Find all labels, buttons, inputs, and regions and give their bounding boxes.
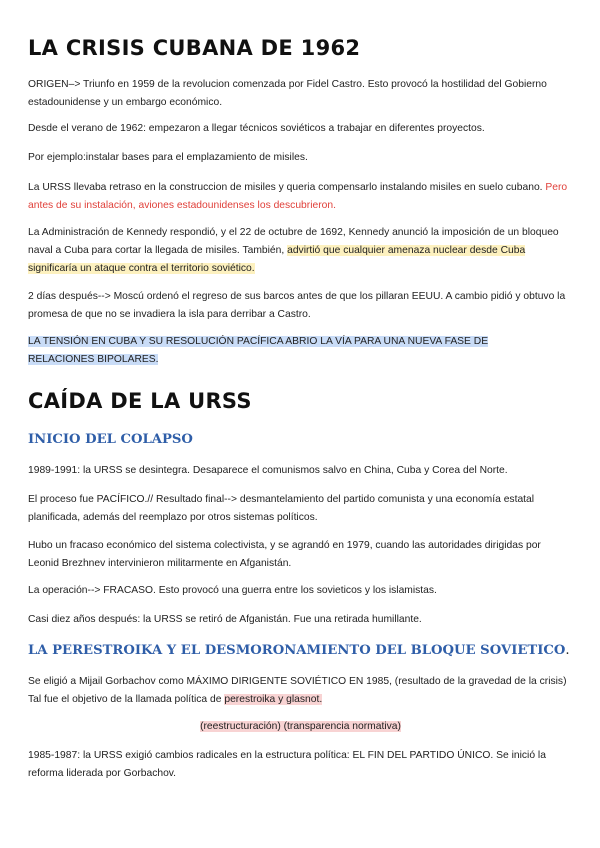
red-text-descubrieron: Pero antes de su instalación, aviones estadounidenses los descubrieron.	[28, 182, 568, 211]
text-gorbachov: Se eligió a Mijail Gorbachov como MÁXIMO DIRIGENTE SOVIÉTICO EN 1985, (resultado de la gravedad de la crisis) Tal fue el objetivo de la llamada política de	[28, 676, 567, 705]
title-crisis-cubana: LA CRISIS CUBANA DE 1962	[28, 36, 361, 60]
paragraph-diez-anos: Casi diez años después: la URSS se retiró de Afganistán. Fue una retirada humillante.	[28, 614, 422, 625]
highlight-reestructuracion: (reestructuración) (transparencia normativa)	[200, 721, 401, 732]
paragraph-operacion: La operación--> FRACASO. Esto provocó una guerra entre los sovieticos y los islamistas.	[28, 585, 437, 596]
subtitle-perestroika	[28, 643, 570, 658]
paragraph-pacifico: El proceso fue PACÍFICO.// Resultado final--> desmantelamiento del partido comunista y una economía estatal planificada, además del reemplazo por otros sistemas políticos.	[28, 494, 535, 523]
paragraph-moscu: 2 días después--> Moscú ordenó el regreso de sus barcos antes de que los pillaran EEUU. A cambio pidió y obtuvo la promesa de que no se invadiera la isla para derribar a Castro.	[28, 291, 566, 320]
paragraph-fracaso-economico: Hubo un fracaso económico del sistema colectivista, y se agrandó en 1979, cuando las autoridades dirigidas por Leonid Brezhnev intervinieron militarmente en Afganistán.	[28, 540, 541, 569]
paragraph-ejemplo: Por ejemplo:instalar bases para el emplazamiento de misiles.	[28, 152, 308, 163]
highlight-tension-cuba: LA TENSIÓN EN CUBA Y SU RESOLUCIÓN PACÍFICA ABRIO LA VÍA PARA UNA NUEVA FASE DE RELACIONES BIPOLARES.	[28, 336, 489, 365]
subtitle-inicio-colapso: INICIO DEL COLAPSO	[28, 432, 193, 447]
text-urss-retraso: La URSS llevaba retraso en la construccion de misiles y queria compensarlo instalando misiles en suelo cubano.	[28, 182, 546, 193]
title-caida-urss: CAÍDA DE LA URSS	[28, 389, 252, 413]
highlight-amenaza-nuclear: advirtió que cualquier amenaza nuclear desde Cuba significaría un ataque contra el territorio soviético.	[28, 245, 526, 274]
paragraph-1985-1987: 1985-1987: la URSS exigió cambios radicales en la estructura política: EL FIN DEL PARTIDO ÚNICO. Se inició la reforma liderada por Gorbachov.	[28, 750, 546, 779]
paragraph-reestructuracion	[28, 718, 573, 736]
subtitle-perestroika-text: LA PERESTROIKA Y EL DESMORONAMIENTO DEL BLOQUE SOVIETICO	[28, 643, 566, 658]
paragraph-origen: ORIGEN–> Triunfo en 1959 de la revolucion comenzada por Fidel Castro. Esto provocó la hostilidad del Gobierno estadounidense y un embargo económico.	[28, 79, 547, 108]
text-kennedy: La Administración de Kennedy respondió, y el 22 de octubre de 1692, Kennedy anunció la imposición de un bloqueo naval a Cuba para cortar la llegada de misiles. También,	[28, 227, 559, 256]
paragraph-kennedy	[28, 224, 573, 278]
paragraph-gorbachov	[28, 673, 573, 709]
subtitle-perestroika-dot: .	[565, 643, 570, 658]
paragraph-1989-1991: 1989-1991: la URSS se desintegra. Desaparece el comunismos salvo en China, Cuba y Corea del Norte.	[28, 465, 508, 476]
paragraph-tension	[28, 333, 528, 369]
highlight-perestroika-glasnot: perestroika y glasnot.	[224, 694, 323, 705]
paragraph-urss-retraso	[28, 179, 573, 215]
paragraph-verano-1962: Desde el verano de 1962: empezaron a llegar técnicos soviéticos a trabajar en diferentes proyectos.	[28, 123, 485, 134]
